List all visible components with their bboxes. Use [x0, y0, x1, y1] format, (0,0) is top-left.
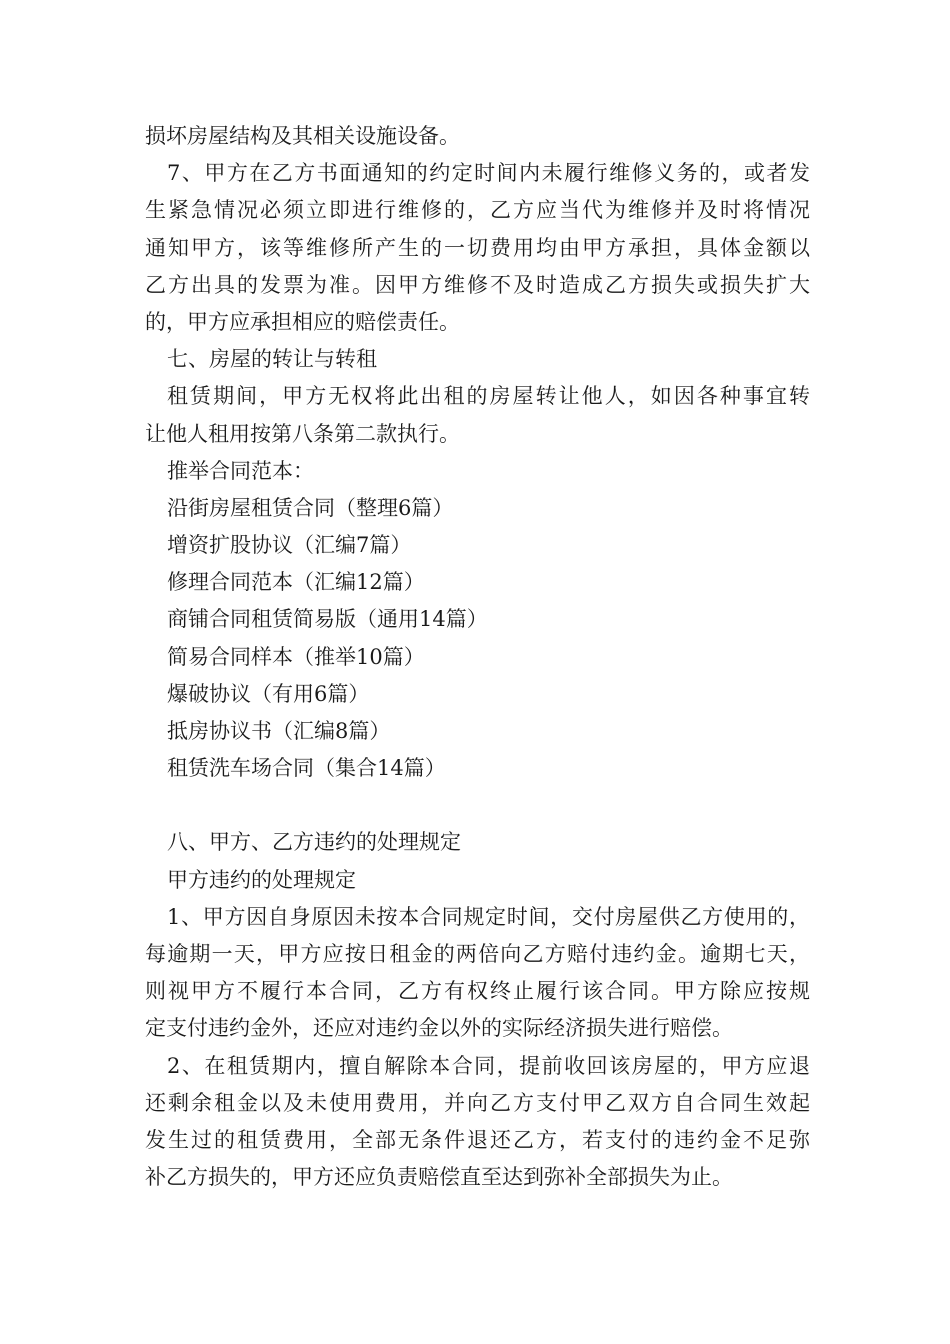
paragraph-line: 1、甲方因自身原因未按本合同规定时间，交付房屋供乙方使用的，	[167, 904, 810, 929]
paragraph-line: 发生过的租赁费用，全部无条件退还乙方，若支付的违约金不足弥	[145, 1127, 810, 1152]
paragraph-line: 7、甲方在乙方书面通知的约定时间内未履行维修义务的，或者发	[167, 161, 810, 186]
recommend-item: 增资扩股协议（汇编7篇）	[167, 533, 412, 558]
paragraph-line: 还剩余租金以及未使用费用，并向乙方支付甲乙双方自合同生效起	[145, 1090, 810, 1115]
paragraph-line: 通知甲方，该等维修所产生的一切费用均由甲方承担，具体金额以	[145, 235, 810, 260]
paragraph-line: 损坏房屋结构及其相关设施设备。	[145, 124, 460, 148]
subsection-heading: 甲方违约的处理规定	[167, 867, 356, 892]
recommend-item: 抵房协议书（汇编8篇）	[167, 719, 391, 743]
recommend-item: 商铺合同租赁简易版（通用14篇）	[167, 607, 488, 632]
blank-line	[145, 787, 810, 824]
paragraph-line: 的，甲方应承担相应的赔偿责任。	[145, 309, 460, 334]
recommend-heading: 推举合同范本：	[167, 458, 314, 483]
paragraph-line: 租赁期间，甲方无权将此出租的房屋转让他人，如因各种事宜转	[167, 384, 810, 409]
recommend-item: 租赁洗车场合同（集合14篇）	[167, 756, 446, 781]
paragraph-line: 让他人租用按第八条第二款执行。	[145, 421, 460, 446]
paragraph-line: 定支付违约金外，还应对违约金以外的实际经济损失进行赔偿。	[145, 1016, 733, 1041]
recommend-item: 简易合同样本（推举10篇）	[167, 644, 425, 669]
paragraph-line: 补乙方损失的，甲方还应负责赔偿直至达到弥补全部损失为止。	[145, 1165, 733, 1190]
paragraph-line: 乙方出具的发票为准。因甲方维修不及时造成乙方损失或损失扩大	[145, 272, 810, 297]
recommend-item: 修理合同范本（汇编12篇）	[167, 570, 425, 595]
paragraph-line: 2、在租赁期内，擅自解除本合同，提前收回该房屋的，甲方应退	[167, 1053, 810, 1078]
section-heading: 七、房屋的转让与转租	[167, 347, 377, 372]
paragraph-line: 每逾期一天，甲方应按日租金的两倍向乙方赔付违约金。逾期七天，	[145, 941, 810, 966]
paragraph-line: 生紧急情况必须立即进行维修的，乙方应当代为维修并及时将情况	[145, 198, 810, 223]
paragraph-line: 则视甲方不履行本合同，乙方有权终止履行该合同。甲方除应按规	[145, 979, 810, 1004]
section-heading: 八、甲方、乙方违约的处理规定	[167, 830, 461, 855]
recommend-item: 沿街房屋租赁合同（整理6篇）	[167, 495, 454, 520]
document-page	[145, 118, 810, 1196]
recommend-item: 爆破协议（有用6篇）	[167, 681, 370, 706]
